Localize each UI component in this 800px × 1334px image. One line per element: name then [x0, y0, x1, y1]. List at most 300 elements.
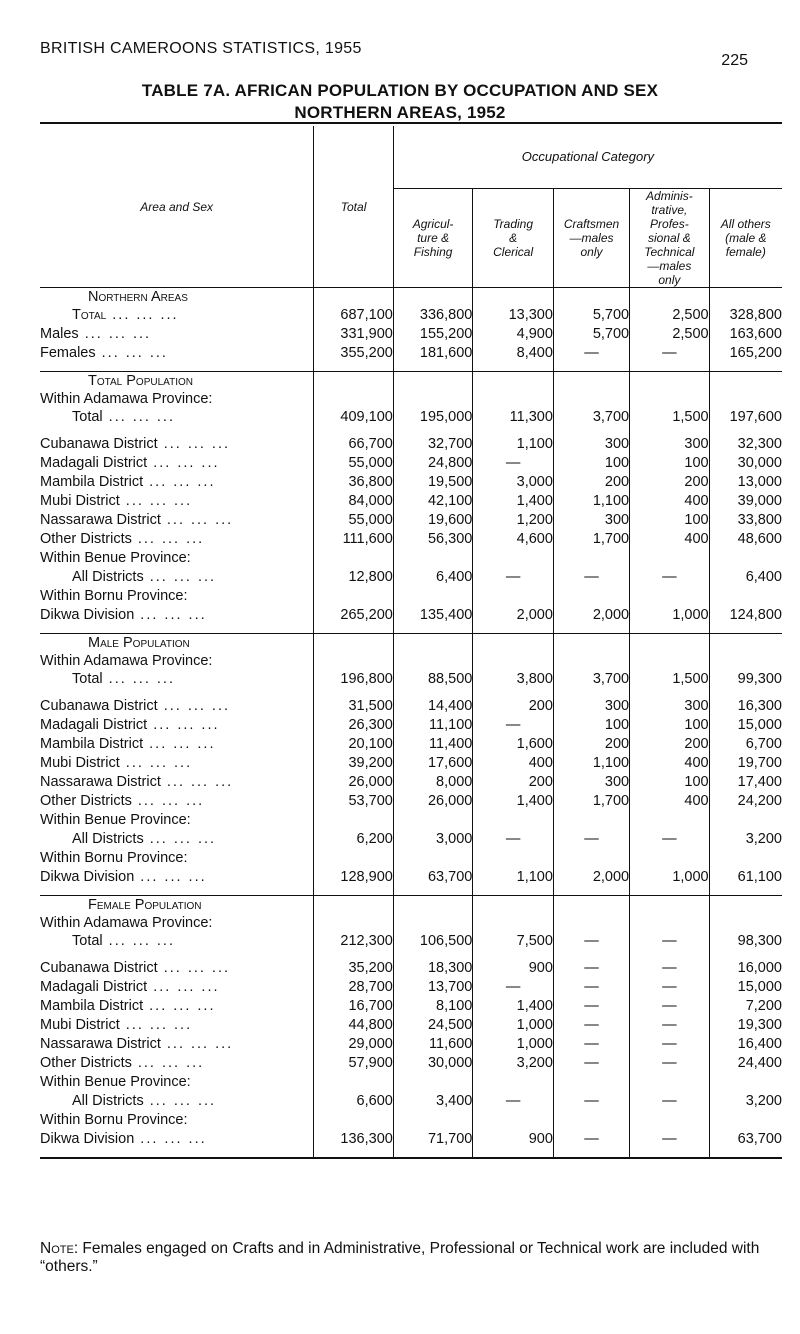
- empty-cell: [709, 1149, 782, 1158]
- empty-cell: [709, 689, 782, 697]
- category-cell: 336,800: [393, 306, 473, 325]
- category-cell: 328,800: [709, 306, 782, 325]
- category-cell: 400: [630, 492, 710, 511]
- total-cell: 111,600: [314, 530, 394, 549]
- empty-cell: [553, 849, 629, 868]
- empty-cell: [393, 625, 473, 634]
- header-area-and-sex: Area and Sex: [40, 126, 314, 288]
- category-cell: 8,000: [393, 773, 473, 792]
- category-cell: 17,400: [709, 773, 782, 792]
- header-category-line: All others: [720, 217, 771, 231]
- row-label: [40, 868, 314, 887]
- section-heading-row: [40, 372, 782, 391]
- category-cell: 100: [553, 454, 629, 473]
- spacer-cell: [40, 951, 314, 959]
- empty-cell: [314, 363, 394, 372]
- empty-cell: [393, 1111, 473, 1130]
- leader-dots: ... ... ...: [102, 409, 175, 425]
- table-title: [0, 80, 800, 124]
- category-cell: 1,000: [630, 868, 710, 887]
- table-row: [40, 492, 782, 511]
- table-row: [40, 754, 782, 773]
- empty-cell: [393, 372, 473, 391]
- empty-cell: [553, 811, 629, 830]
- category-cell: —: [553, 932, 629, 951]
- row-label: [40, 325, 314, 344]
- row-label-text: Nassarawa District: [40, 512, 161, 528]
- category-cell: —: [630, 344, 710, 363]
- row-label: [40, 435, 314, 454]
- category-cell: 1,200: [473, 511, 554, 530]
- empty-cell: [314, 896, 394, 915]
- header-category-1: [393, 189, 473, 288]
- category-cell: —: [630, 1054, 710, 1073]
- table-row: [40, 454, 782, 473]
- empty-cell: [630, 372, 710, 391]
- empty-cell: [553, 390, 629, 408]
- empty-cell: [393, 363, 473, 372]
- empty-cell: [630, 951, 710, 959]
- row-label-text: Total: [72, 409, 103, 425]
- running-title: BRITISH CAMEROONS STATISTICS, 1955: [40, 40, 362, 57]
- empty-cell: [393, 896, 473, 915]
- category-cell: 11,400: [393, 735, 473, 754]
- empty-cell: [314, 914, 394, 932]
- category-cell: 400: [630, 792, 710, 811]
- empty-cell: [393, 811, 473, 830]
- category-cell: 3,800: [473, 670, 554, 689]
- table-row: [40, 306, 782, 325]
- leader-dots: ... ... ...: [119, 755, 193, 771]
- section-heading: Within Adamawa Province:: [40, 653, 213, 669]
- leader-dots: ... ... ...: [119, 1017, 193, 1033]
- row-label: [40, 408, 314, 427]
- empty-cell: [393, 887, 473, 896]
- total-cell: 53,700: [314, 792, 394, 811]
- total-cell: 26,300: [314, 716, 394, 735]
- category-cell: 1,000: [473, 1016, 554, 1035]
- empty-cell: [553, 587, 629, 606]
- header-category-line: Adminis-: [646, 189, 693, 203]
- empty-cell: [553, 625, 629, 634]
- province-subheading: Within Bornu Province:: [40, 850, 188, 866]
- row-label: [40, 773, 314, 792]
- spacer-cell: [40, 427, 314, 435]
- table-row: [40, 1016, 782, 1035]
- section-heading-row: [40, 896, 782, 915]
- category-cell: —: [630, 830, 710, 849]
- empty-cell: [630, 288, 710, 307]
- category-cell: 15,000: [709, 978, 782, 997]
- leader-dots: ... ... ...: [134, 1131, 207, 1147]
- category-cell: 16,300: [709, 697, 782, 716]
- empty-cell: [314, 811, 394, 830]
- empty-cell: [630, 634, 710, 653]
- category-cell: 6,700: [709, 735, 782, 754]
- empty-cell: [709, 896, 782, 915]
- table-row: [40, 773, 782, 792]
- category-cell: 32,700: [393, 435, 473, 454]
- empty-cell: [473, 887, 554, 896]
- empty-cell: [630, 1111, 710, 1130]
- header-occupational-category: Occupational Category: [393, 126, 782, 189]
- category-cell: 1,500: [630, 408, 710, 427]
- category-cell: 200: [553, 735, 629, 754]
- category-cell: 19,500: [393, 473, 473, 492]
- category-cell: 163,600: [709, 325, 782, 344]
- total-cell: 39,200: [314, 754, 394, 773]
- footnote: [40, 1240, 782, 1276]
- category-cell: 3,000: [393, 830, 473, 849]
- empty-cell: [393, 1073, 473, 1092]
- leader-dots: ... ... ...: [134, 869, 207, 885]
- empty-cell: [630, 1073, 710, 1092]
- table-row: [40, 978, 782, 997]
- row-label: [40, 306, 314, 325]
- table-row: [40, 868, 782, 887]
- category-cell: 56,300: [393, 530, 473, 549]
- empty-cell: [314, 427, 394, 435]
- row-label-text: Nassarawa District: [40, 774, 161, 790]
- category-cell: —: [473, 830, 554, 849]
- category-cell: 200: [473, 697, 554, 716]
- header-total: Total: [314, 126, 394, 288]
- category-cell: 1,700: [553, 530, 629, 549]
- category-cell: 1,000: [473, 1035, 554, 1054]
- header-category-line: Technical: [644, 245, 695, 259]
- category-cell: 3,700: [553, 670, 629, 689]
- empty-cell: [630, 689, 710, 697]
- category-cell: 400: [473, 754, 554, 773]
- total-cell: 35,200: [314, 959, 394, 978]
- category-cell: 17,600: [393, 754, 473, 773]
- row-label: [40, 606, 314, 625]
- category-cell: 11,100: [393, 716, 473, 735]
- total-cell: 355,200: [314, 344, 394, 363]
- total-cell: 66,700: [314, 435, 394, 454]
- table-title-line2: NORTHERN AREAS, 1952: [294, 103, 506, 122]
- row-label: [40, 830, 314, 849]
- category-cell: 8,400: [473, 344, 554, 363]
- row-label-text: Other Districts: [40, 531, 132, 547]
- empty-cell: [473, 914, 554, 932]
- subheading-row: [40, 549, 782, 568]
- row-label: [40, 735, 314, 754]
- category-cell: 400: [630, 530, 710, 549]
- header-category-line: (male &: [725, 231, 767, 245]
- total-cell: 36,800: [314, 473, 394, 492]
- category-cell: 1,000: [630, 606, 710, 625]
- leader-dots: ... ... ...: [131, 1055, 205, 1071]
- category-cell: 11,300: [473, 408, 554, 427]
- row-label-text: Mambila District: [40, 474, 144, 490]
- category-cell: 3,200: [473, 1054, 554, 1073]
- empty-cell: [393, 549, 473, 568]
- empty-cell: [709, 288, 782, 307]
- leader-dots: ... ... ...: [143, 998, 216, 1014]
- row-label: [40, 697, 314, 716]
- total-cell: 28,700: [314, 978, 394, 997]
- table-row: [40, 1035, 782, 1054]
- category-cell: 88,500: [393, 670, 473, 689]
- empty-cell: [630, 390, 710, 408]
- spacer-row: [40, 951, 782, 959]
- category-cell: 1,100: [553, 754, 629, 773]
- leader-dots: ... ... ...: [143, 831, 217, 847]
- total-cell: 409,100: [314, 408, 394, 427]
- empty-cell: [709, 652, 782, 670]
- category-cell: —: [630, 959, 710, 978]
- category-cell: 1,400: [473, 792, 554, 811]
- category-cell: 16,000: [709, 959, 782, 978]
- category-cell: 26,000: [393, 792, 473, 811]
- footnote-text: : Females engaged on Crafts and in Administrative, Professional or Technical work are included with “others.”: [40, 1240, 760, 1275]
- empty-cell: [473, 1111, 554, 1130]
- category-cell: —: [630, 1035, 710, 1054]
- category-cell: —: [553, 830, 629, 849]
- subheading-row: [40, 811, 782, 830]
- header-category-line: trative,: [651, 203, 688, 217]
- category-cell: 39,000: [709, 492, 782, 511]
- empty-cell: [553, 689, 629, 697]
- total-cell: 331,900: [314, 325, 394, 344]
- leader-dots: ... ... ...: [134, 607, 207, 623]
- section-heading-row: [40, 390, 782, 408]
- category-cell: —: [553, 1130, 629, 1149]
- empty-cell: [630, 363, 710, 372]
- province-subheading: Within Benue Province:: [40, 812, 191, 828]
- category-cell: —: [553, 1092, 629, 1111]
- row-label-text: Madagali District: [40, 455, 148, 471]
- empty-cell: [473, 689, 554, 697]
- empty-cell: [553, 634, 629, 653]
- header-category-line: Profes-: [650, 217, 689, 231]
- header-category-4: [630, 189, 710, 288]
- row-label-text: Males: [40, 326, 79, 342]
- row-label: [40, 511, 314, 530]
- category-cell: 300: [553, 511, 629, 530]
- empty-cell: [709, 849, 782, 868]
- category-cell: 1,500: [630, 670, 710, 689]
- empty-cell: [473, 849, 554, 868]
- total-cell: 12,800: [314, 568, 394, 587]
- category-cell: —: [630, 1016, 710, 1035]
- row-label: [40, 997, 314, 1016]
- total-cell: 6,200: [314, 830, 394, 849]
- empty-cell: [709, 914, 782, 932]
- category-cell: 1,400: [473, 492, 554, 511]
- section-heading: Total Population: [88, 373, 193, 389]
- empty-cell: [630, 549, 710, 568]
- row-label-text: All Districts: [72, 569, 144, 585]
- table-row: [40, 1130, 782, 1149]
- total-cell: 44,800: [314, 1016, 394, 1035]
- empty-cell: [553, 363, 629, 372]
- leader-dots: ... ... ...: [102, 933, 175, 949]
- empty-cell: [630, 587, 710, 606]
- category-cell: 8,100: [393, 997, 473, 1016]
- spacer-row: [40, 427, 782, 435]
- category-cell: 61,100: [709, 868, 782, 887]
- province-subheading: Within Bornu Province:: [40, 588, 188, 604]
- row-label-text: Other Districts: [40, 1055, 132, 1071]
- section-heading-row: [40, 288, 782, 307]
- empty-cell: [473, 427, 554, 435]
- total-cell: 26,000: [314, 773, 394, 792]
- category-cell: 19,300: [709, 1016, 782, 1035]
- row-label-text: Cubanawa District: [40, 436, 158, 452]
- empty-cell: [709, 390, 782, 408]
- empty-cell: [553, 896, 629, 915]
- table-row: [40, 1054, 782, 1073]
- leader-dots: ... ... ...: [95, 345, 168, 361]
- empty-cell: [473, 587, 554, 606]
- row-label-text: Total: [72, 671, 103, 687]
- category-cell: 100: [630, 773, 710, 792]
- table-row: [40, 932, 782, 951]
- footnote-lead: Note: [40, 1240, 74, 1257]
- header-category-line: ture &: [417, 231, 450, 245]
- category-cell: 13,700: [393, 978, 473, 997]
- table-row: [40, 435, 782, 454]
- section-heading-row: [40, 914, 782, 932]
- category-cell: 5,700: [553, 325, 629, 344]
- row-label-text: Other Districts: [40, 793, 132, 809]
- header-category-line: Clerical: [493, 245, 534, 259]
- category-cell: 100: [553, 716, 629, 735]
- row-label: [40, 344, 314, 363]
- empty-cell: [473, 363, 554, 372]
- leader-dots: ... ... ...: [131, 793, 205, 809]
- row-label-text: Mubi District: [40, 493, 120, 509]
- empty-cell: [393, 587, 473, 606]
- empty-cell: [630, 914, 710, 932]
- category-cell: —: [553, 1054, 629, 1073]
- empty-cell: [630, 1149, 710, 1158]
- category-cell: 135,400: [393, 606, 473, 625]
- leader-dots: ... ... ...: [106, 307, 179, 323]
- category-cell: —: [553, 568, 629, 587]
- empty-cell: [393, 634, 473, 653]
- spacer-cell: [40, 363, 314, 372]
- row-label: [40, 932, 314, 951]
- population-table: [40, 126, 782, 1159]
- empty-cell: [393, 951, 473, 959]
- subheading-row: [40, 1073, 782, 1092]
- section-heading-row: [40, 634, 782, 653]
- row-label: [40, 473, 314, 492]
- table-row: [40, 606, 782, 625]
- category-cell: 3,000: [473, 473, 554, 492]
- empty-cell: [393, 1149, 473, 1158]
- category-cell: 16,400: [709, 1035, 782, 1054]
- header-category-line: Agricul-: [412, 217, 454, 231]
- header-category-line: only: [580, 245, 603, 259]
- table-title-line1: TABLE 7A. AFRICAN POPULATION BY OCCUPATION AND SEX: [141, 81, 659, 100]
- category-cell: 2,000: [473, 606, 554, 625]
- category-cell: 24,200: [709, 792, 782, 811]
- leader-dots: ... ... ...: [157, 436, 231, 452]
- table-row: [40, 408, 782, 427]
- empty-cell: [553, 1149, 629, 1158]
- row-label: [40, 492, 314, 511]
- total-cell: 196,800: [314, 670, 394, 689]
- category-cell: —: [630, 997, 710, 1016]
- top-rule: [40, 122, 782, 124]
- category-cell: 32,300: [709, 435, 782, 454]
- empty-cell: [473, 1149, 554, 1158]
- row-label-text: Cubanawa District: [40, 960, 158, 976]
- total-cell: 57,900: [314, 1054, 394, 1073]
- empty-cell: [553, 549, 629, 568]
- leader-dots: ... ... ...: [102, 671, 175, 687]
- empty-cell: [553, 372, 629, 391]
- empty-cell: [709, 363, 782, 372]
- empty-cell: [709, 625, 782, 634]
- empty-cell: [630, 896, 710, 915]
- row-label: [40, 1035, 314, 1054]
- category-cell: 2,000: [553, 606, 629, 625]
- leader-dots: ... ... ...: [160, 774, 234, 790]
- empty-cell: [314, 288, 394, 307]
- table-row: [40, 735, 782, 754]
- table-row: [40, 959, 782, 978]
- empty-cell: [314, 587, 394, 606]
- category-cell: 3,200: [709, 1092, 782, 1111]
- header-category-3: [553, 189, 629, 288]
- table-row: [40, 1092, 782, 1111]
- empty-cell: [473, 811, 554, 830]
- category-cell: 900: [473, 1130, 554, 1149]
- category-cell: —: [473, 978, 554, 997]
- row-label-text: All Districts: [72, 1093, 144, 1109]
- total-cell: 136,300: [314, 1130, 394, 1149]
- row-label-text: Madagali District: [40, 979, 148, 995]
- category-cell: 15,000: [709, 716, 782, 735]
- row-label-text: Females: [40, 345, 96, 361]
- header-category-5: [709, 189, 782, 288]
- section-heading-row: [40, 652, 782, 670]
- header-category-line: Craftsmen: [563, 217, 620, 231]
- category-cell: —: [473, 568, 554, 587]
- row-label: [40, 716, 314, 735]
- empty-cell: [473, 896, 554, 915]
- category-cell: —: [630, 1092, 710, 1111]
- category-cell: —: [630, 568, 710, 587]
- category-cell: 100: [630, 454, 710, 473]
- empty-cell: [630, 625, 710, 634]
- category-cell: —: [630, 1130, 710, 1149]
- category-cell: 181,600: [393, 344, 473, 363]
- empty-cell: [393, 288, 473, 307]
- row-label-text: Mubi District: [40, 755, 120, 771]
- category-cell: 11,600: [393, 1035, 473, 1054]
- category-cell: 30,000: [393, 1054, 473, 1073]
- leader-dots: ... ... ...: [143, 569, 217, 585]
- empty-cell: [709, 1111, 782, 1130]
- empty-cell: [314, 652, 394, 670]
- table-row: [40, 697, 782, 716]
- category-cell: 1,400: [473, 997, 554, 1016]
- table-row: [40, 997, 782, 1016]
- category-cell: 7,200: [709, 997, 782, 1016]
- empty-cell: [393, 914, 473, 932]
- category-cell: —: [553, 1035, 629, 1054]
- empty-cell: [473, 549, 554, 568]
- leader-dots: ... ... ...: [143, 1093, 217, 1109]
- empty-cell: [393, 427, 473, 435]
- category-cell: 200: [473, 773, 554, 792]
